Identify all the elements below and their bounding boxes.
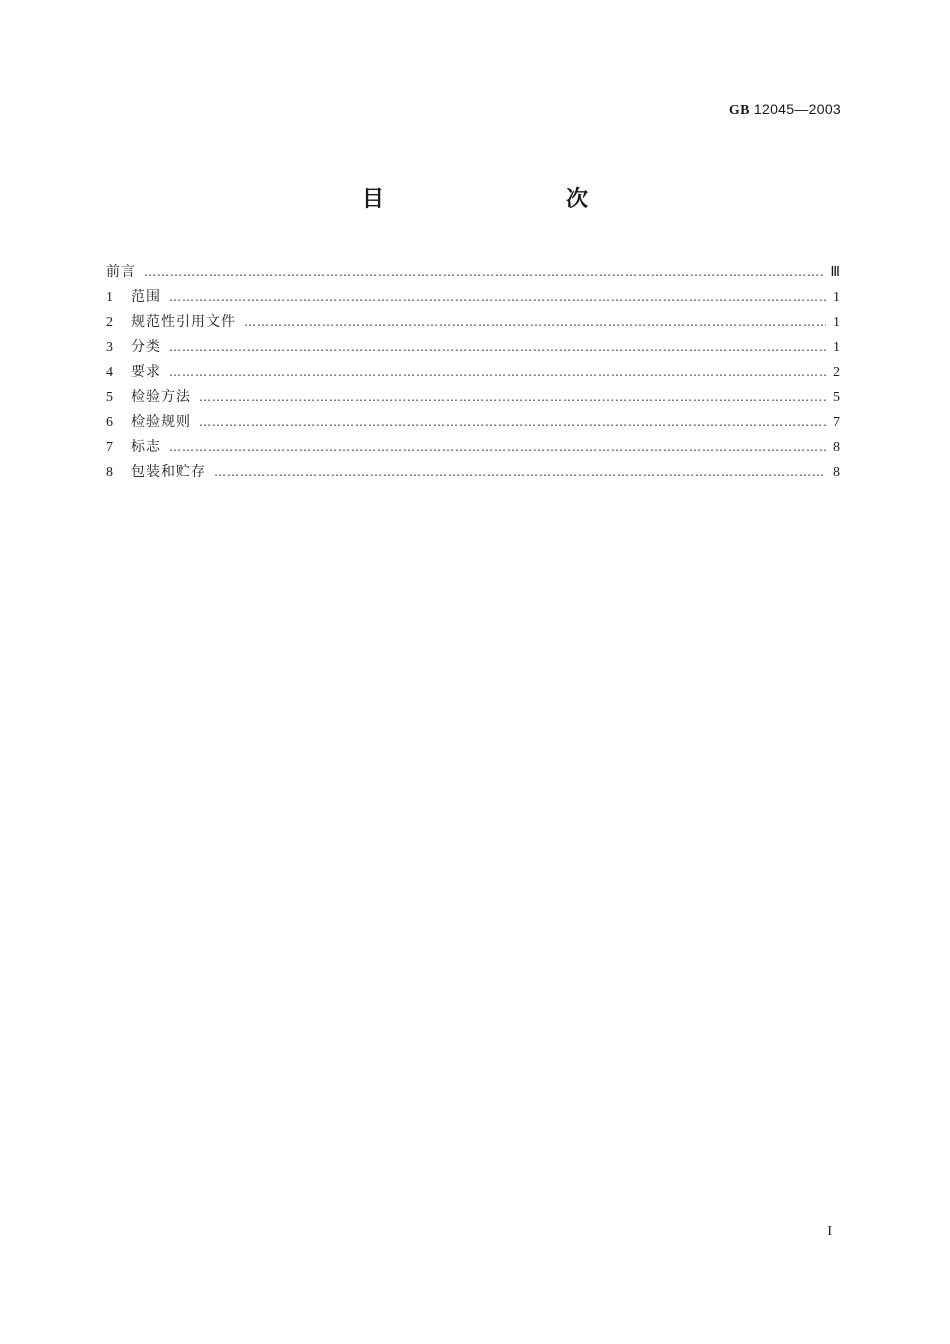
- toc-entry-page: 8: [833, 465, 840, 480]
- toc-leader-dots: [169, 335, 826, 360]
- standard-code: [729, 101, 841, 119]
- toc-entry-text: 包装和贮存: [131, 464, 206, 480]
- toc-entry-text: 标志: [131, 439, 161, 455]
- toc-entry-number: 3: [106, 340, 113, 355]
- toc-entry-2[interactable]: [106, 310, 840, 335]
- toc-entry-text: 前言: [106, 264, 136, 280]
- toc-entry-number: 1: [106, 290, 113, 305]
- toc-entry-number: 5: [106, 390, 113, 405]
- toc-entry-1[interactable]: [106, 285, 840, 310]
- toc-entry-number: 2: [106, 315, 113, 330]
- toc-entry-number: 8: [106, 465, 113, 480]
- toc-entry-page: 5: [833, 390, 840, 405]
- page-number: I: [827, 1224, 832, 1239]
- toc-entry-text: 分类: [131, 339, 161, 355]
- toc-entry-5[interactable]: [106, 385, 840, 410]
- toc-title: 目 次: [361, 187, 634, 212]
- toc-leader-dots: [199, 410, 826, 435]
- toc-entry-page: 2: [833, 365, 840, 380]
- toc-leader-dots: [169, 285, 826, 310]
- toc-entry-number: 4: [106, 365, 113, 380]
- standard-prefix: GB: [728, 103, 750, 118]
- toc-entry-page: 1: [833, 340, 840, 355]
- toc-entry-3[interactable]: [106, 335, 840, 360]
- toc-entry-text: 要求: [131, 364, 161, 380]
- toc-entry-6[interactable]: [106, 410, 840, 435]
- toc-entry-4[interactable]: [106, 360, 840, 385]
- toc-entry-8[interactable]: [106, 460, 840, 485]
- toc-entry-text: 检验方法: [131, 389, 191, 405]
- toc-leader-dots: [169, 435, 826, 460]
- toc-entry-page: 1: [833, 290, 840, 305]
- toc-entry-page: 7: [833, 415, 840, 430]
- toc-entry-text: 规范性引用文件: [131, 314, 236, 330]
- toc-entry-number: 6: [106, 415, 113, 430]
- standard-number: 12045—2003: [753, 101, 841, 117]
- toc-leader-dots: [169, 360, 826, 385]
- toc-entry-page: Ⅲ: [830, 265, 840, 280]
- toc-entry-foreword[interactable]: [106, 260, 840, 285]
- toc-entry-7[interactable]: [106, 435, 840, 460]
- toc-leader-dots: [244, 310, 826, 335]
- toc-entry-page: 1: [833, 315, 840, 330]
- toc-leader-dots: [144, 260, 824, 285]
- toc-leader-dots: [199, 385, 826, 410]
- toc-leader-dots: [214, 460, 826, 485]
- toc-entry-number: 7: [106, 440, 113, 455]
- toc-entry-page: 8: [833, 440, 840, 455]
- table-of-contents: [106, 260, 840, 485]
- toc-entry-text: 检验规则: [131, 414, 191, 430]
- toc-entry-text: 范围: [131, 289, 161, 305]
